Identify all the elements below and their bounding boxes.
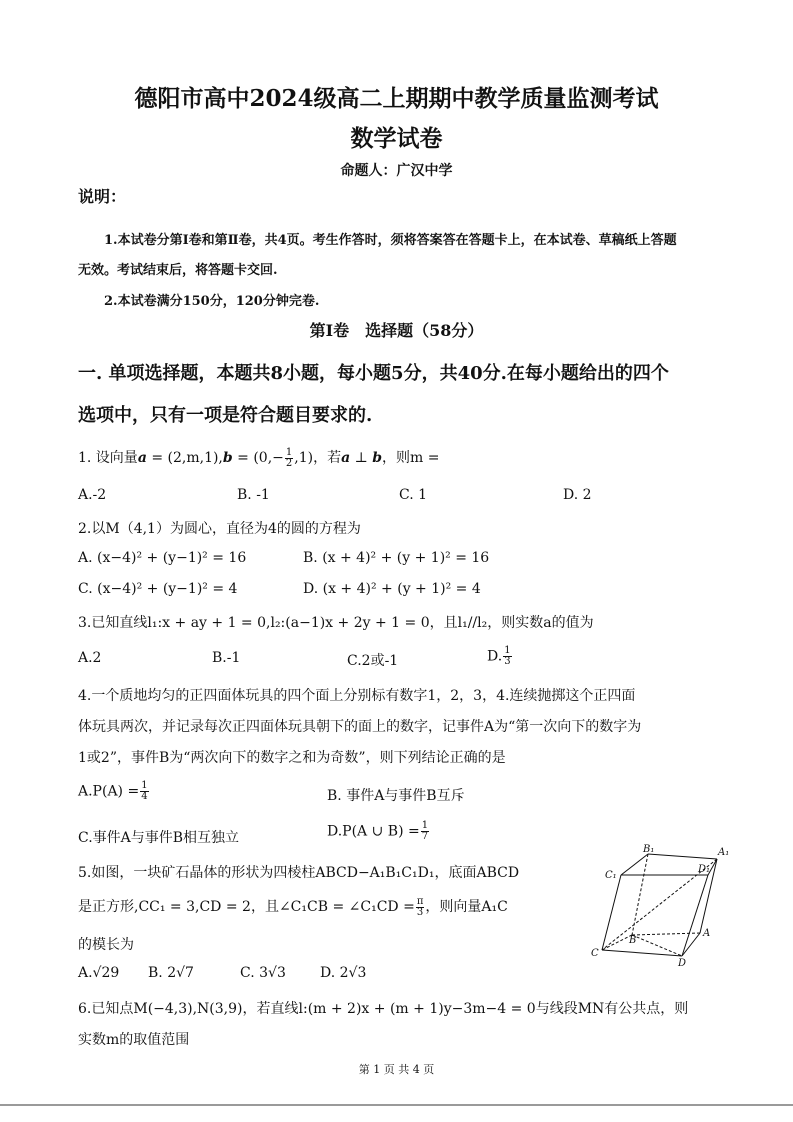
question-3-stem: 3.已知直线l₁:x + ay + 1 = 0,l₂:(a−1)x + 2y + 1 = 0，且l₁//l₂，则实数a的值为 <box>78 615 594 631</box>
question-5-option-a: A.√29 <box>78 965 120 981</box>
notes-item2: 2.本试卷满分150分，120分钟完卷. <box>104 294 320 309</box>
label-c: C <box>591 948 599 959</box>
question-4-option-b: B. 事件A与事件B互斥 <box>327 788 465 804</box>
question-2-option-c: C. (x−4)² + (y−1)² = 4 <box>78 581 238 597</box>
question-3-option-c: C.2或-1 <box>347 653 399 669</box>
exam-title: 德阳市高中2024级高二上期期中教学质量监测考试 <box>134 85 659 112</box>
question-4-option-c: C.事件A与事件B相互独立 <box>78 830 240 846</box>
label-d1: D₁ <box>698 864 711 875</box>
question-1-option-a: A.-2 <box>78 487 107 503</box>
question-5-line1: 5.如图，一块矿石晶体的形状为四棱柱ABCD−A₁B₁C₁D₁，底面ABCD <box>78 865 520 881</box>
label-d: D <box>678 958 687 968</box>
label-b: B <box>629 935 637 946</box>
fraction: $\frac{1}{3}$ <box>504 645 511 667</box>
question-3-option-b: B.-1 <box>212 650 241 666</box>
notes-item1-line1: 1.本试卷分第Ⅰ卷和第Ⅱ卷，共4页。考生作答时，须将答案答在答题卡上，在本试卷、草稿纸上答题 <box>104 233 677 248</box>
question-4-option-a: A.P(A) = $\frac{1}{4}$ <box>78 780 148 802</box>
label-a1: A₁ <box>718 847 730 858</box>
label-a: A <box>703 928 711 939</box>
notes-item1-line2: 无效。考试结束后，将答题卡交回. <box>78 263 278 278</box>
section-instruction-line2: 选项中，只有一项是符合题目要求的. <box>78 405 373 426</box>
fraction: $\frac{1}{4}$ <box>141 780 148 802</box>
question-3-option-a: A.2 <box>78 650 102 666</box>
question-6-line2: 实数m的取值范围 <box>78 1032 190 1048</box>
question-1-option-c: C. 1 <box>399 487 428 503</box>
prism-figure <box>585 842 745 968</box>
question-5-option-c: C. 3√3 <box>240 965 286 981</box>
question-2-stem: 2.以M（4,1）为圆心，直径为4的圆的方程为 <box>78 521 361 537</box>
question-4-option-d: D.P(A ∪ B) = $\frac{1}{7}$ <box>327 820 429 842</box>
question-1-option-b: B. -1 <box>237 487 270 503</box>
exam-author: 命题人：广汉中学 <box>340 163 453 179</box>
label-b1: B₁ <box>643 844 655 855</box>
question-1-option-d: D. 2 <box>563 487 592 503</box>
question-5-option-d: D. 2√3 <box>320 965 367 981</box>
bottom-divider <box>0 1104 793 1106</box>
fraction: $\frac{1}{7}$ <box>421 820 429 842</box>
question-5-line3: 的模长为 <box>78 937 134 953</box>
question-4-line1: 4.一个质地均匀的正四面体玩具的四个面上分别标有数字1，2，3，4.连续抛掷这个正四面 <box>78 688 636 704</box>
page-footer: 第 1 页 共 4 页 <box>358 1063 435 1076</box>
question-4-line2: 体玩具两次，并记录每次正四面体玩具朝下的面上的数字，记事件A为“第一次向下的数字为 <box>78 719 642 735</box>
question-2-option-b: B. (x + 4)² + (y + 1)² = 16 <box>303 550 490 566</box>
fraction: $\frac{1}{2}$ <box>285 446 293 469</box>
question-6-line1: 6.已知点M(−4,3),N(3,9)，若直线l:(m + 2)x + (m + 1)y−3m−4 = 0与线段MN有公共点，则 <box>78 1001 689 1017</box>
section-instruction-line1: 一. 单项选择题，本题共8小题，每小题5分，共40分.在每小题给出的四个 <box>78 363 669 384</box>
exam-subtitle: 数学试卷 <box>350 125 443 152</box>
question-2-option-a: A. (x−4)² + (y−1)² = 16 <box>78 550 247 566</box>
label-c1: C₁ <box>605 870 617 881</box>
section-title: 第Ⅰ卷 选择题（58分） <box>309 321 484 340</box>
question-2-option-d: D. (x + 4)² + (y + 1)² = 4 <box>303 581 481 597</box>
fraction: $\frac{\pi}{3}$ <box>416 895 424 918</box>
question-3-option-d: D. $\frac{1}{3}$ <box>487 645 511 667</box>
notes-heading: 说明： <box>78 187 127 206</box>
question-4-line3: 1或2”，事件B为“两次向下的数字之和为奇数”，则下列结论正确的是 <box>78 750 506 766</box>
question-5-line2: 是正方形,CC₁ = 3,CD = 2，且∠C₁CB = ∠C₁CD = $\frac{\pi}{3}$ ，则向量A₁C <box>78 895 508 918</box>
question-5-option-b: B. 2√7 <box>148 965 194 981</box>
question-1-stem: 1. 设向量a = (2,m,1),b = (0,− $\frac{1}{2}$ ,1)，若a ⊥ b，则m = <box>78 446 440 469</box>
